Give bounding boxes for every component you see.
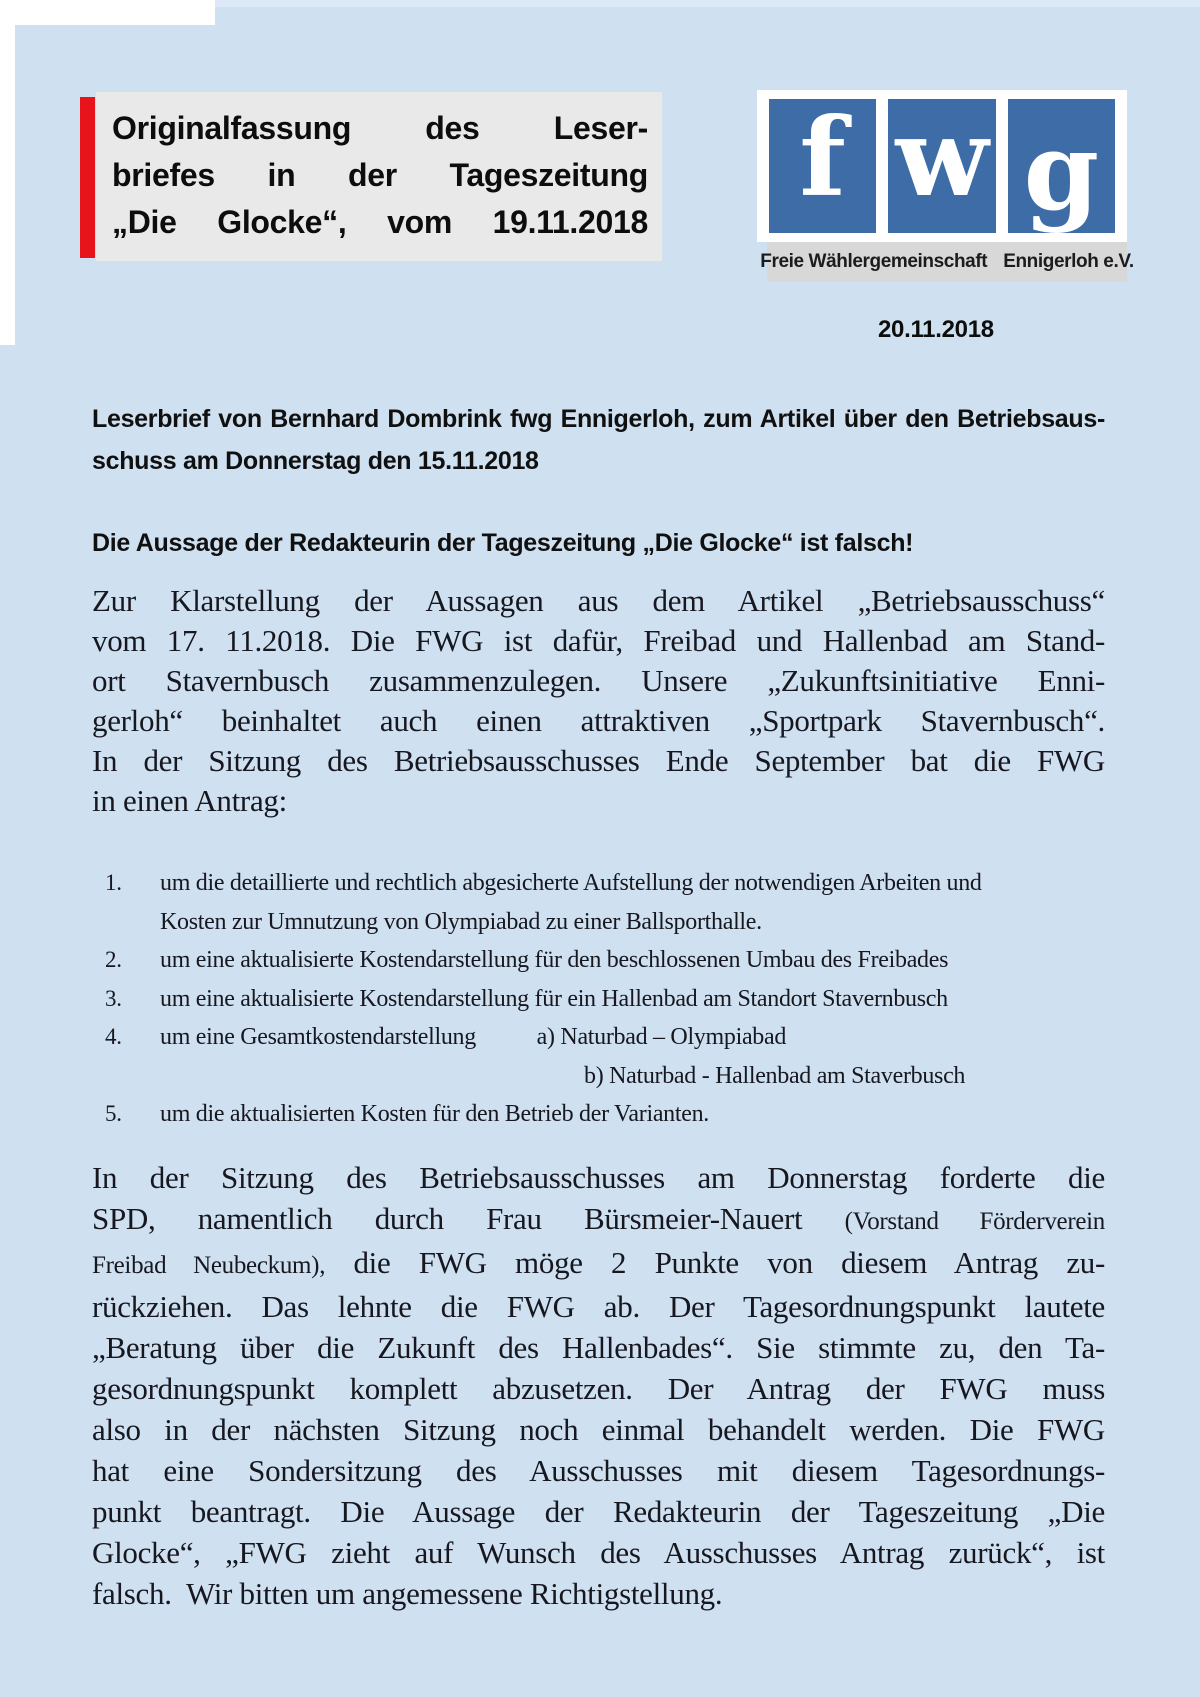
logo-letter-f: f (799, 95, 846, 221)
subhead-line: Die Aussage der Redakteurin der Tageszeitung „Die Glocke“ ist falsch! (92, 529, 914, 557)
headline-banner-box (96, 92, 662, 261)
red-accent-bar (80, 97, 95, 258)
paragraph-line: gerloh“ beinhaltet auch einen attraktiven „Sportpark Stavernbusch“. (92, 703, 1105, 738)
intro-line: Leserbrief von Bernhard Dombrink fwg Ennigerloh, zum Artikel über den Betriebsaus- (92, 405, 1105, 433)
list-item-number: 3. (105, 985, 122, 1011)
body-paragraph-1 (92, 581, 1105, 821)
document-date: 20.11.2018 (878, 316, 994, 343)
intro-line: schuss am Donnerstag den 15.11.2018 (92, 447, 539, 475)
logo-caption-org: Freie Wählergemeinschaft (760, 251, 988, 272)
paragraph-line: also in der nächsten Sitzung noch einmal behandelt werden. Die FWG (92, 1412, 1105, 1447)
intro-paragraph (92, 398, 1105, 482)
logo-letter-g: g (1023, 109, 1100, 235)
fwg-logo-box (757, 90, 1127, 242)
paragraph-text: SPD, namentlich durch Frau Bürsmeier-Nauert (92, 1201, 845, 1236)
list-item-text: um eine Gesamtkostendarstellung (160, 1024, 476, 1050)
logo-caption (760, 242, 1134, 282)
list-item-text: b) Naturbad - Hallenbad am Staverbusch (584, 1062, 966, 1089)
paragraph-line (92, 1242, 1105, 1286)
paragraph-line: in einen Antrag: (92, 783, 287, 818)
scan-edge-strip (215, 0, 1200, 7)
list-item-number: 2. (105, 947, 122, 972)
list-item-text: um eine aktualisierte Kostendarstellung für ein Hallenbad am Standort Stavernbusch (160, 985, 948, 1012)
list-item-option-b (92, 1057, 1105, 1096)
subhead (92, 522, 1105, 564)
logo-letter-w: w (895, 95, 989, 221)
paragraph-line: gesordnungspunkt komplett abzusetzen. Der Antrag der FWG muss (92, 1371, 1105, 1406)
paragraph-line (92, 1198, 1105, 1242)
inline-small-note: Freibad Neubeckum), (92, 1252, 326, 1279)
body-paragraph-2 (92, 1157, 1105, 1614)
paragraph-line: Zur Klarstellung der Aussagen aus dem Artikel „Betriebsausschuss“ (92, 583, 1105, 618)
paragraph-line: punkt beantragt. Die Aussage der Redakteurin der Tageszeitung „Die (92, 1494, 1105, 1529)
list-item-text: Kosten zur Umnutzung von Olympiabad zu einer Ballsporthalle. (160, 908, 762, 935)
paragraph-line: rückziehen. Das lehnte die FWG ab. Der Tagesordnungspunkt lautete (92, 1289, 1105, 1324)
scan-white-corner-left (0, 0, 15, 345)
list-item-number: 5. (105, 1101, 122, 1126)
list-item (92, 864, 1105, 903)
logo-letter-square (769, 95, 876, 233)
headline-banner (80, 92, 662, 261)
banner-line: „Die Glocke“, vom 19.11.2018 (112, 204, 648, 240)
list-item-text: um eine aktualisierte Kostendarstellung für den beschlossenen Umbau des Freibades (160, 947, 949, 973)
list-item-text: um die detaillierte und rechtlich abgesicherte Aufstellung der notwendigen Arbeiten und (160, 870, 982, 896)
paragraph-text: die FWG möge 2 Punkte von diesem Antrag zu- (325, 1245, 1106, 1280)
list-item-continuation (92, 903, 1105, 942)
paragraph-line: „Beratung über die Zukunft des Hallenbades“. Sie stimmte zu, den Ta- (92, 1330, 1105, 1365)
scan-white-corner-top (0, 0, 215, 25)
numbered-list (92, 864, 1105, 1134)
paragraph-line: hat eine Sondersitzung des Ausschusses mit diesem Tagesordnungs- (92, 1453, 1105, 1488)
banner-line: briefes in der Tageszeitung (112, 157, 648, 193)
list-item (92, 1018, 1105, 1057)
list-item-number: 1. (105, 870, 122, 895)
list-item (92, 980, 1105, 1019)
paragraph-line: In der Sitzung des Betriebsausschusses Ende September bat die FWG (92, 743, 1105, 778)
paragraph-line: vom 17. 11.2018. Die FWG ist dafür, Freibad und Hallenbad am Stand- (92, 623, 1105, 658)
fwg-logo (757, 90, 1134, 282)
list-item-text: um die aktualisierten Kosten für den Betrieb der Varianten. (160, 1101, 710, 1127)
logo-caption-place: Ennigerloh e.V. (1003, 251, 1134, 272)
paragraph-line: Glocke“, „FWG zieht auf Wunsch des Ausschusses Antrag zurück“, ist (92, 1535, 1105, 1570)
banner-line: Originalfassung des Leser- (112, 110, 648, 146)
paragraph-line: ort Stavernbusch zusammenzulegen. Unsere „Zukunftsinitiative Enni- (92, 663, 1105, 698)
paragraph-line: In der Sitzung des Betriebsausschusses am Donnerstag forderte die (92, 1160, 1105, 1195)
logo-letter-square (888, 95, 995, 233)
paragraph-line: falsch. Wir bitten um angemessene Richtigstellung. (92, 1576, 723, 1611)
list-item-number: 4. (105, 1024, 122, 1049)
list-item (92, 941, 1105, 980)
list-item-option-a: a) Naturbad – Olympiabad (536, 1024, 787, 1050)
list-item (92, 1095, 1105, 1134)
logo-letter-square (1008, 99, 1115, 233)
inline-small-note: (Vorstand Förderverein (844, 1208, 1105, 1235)
